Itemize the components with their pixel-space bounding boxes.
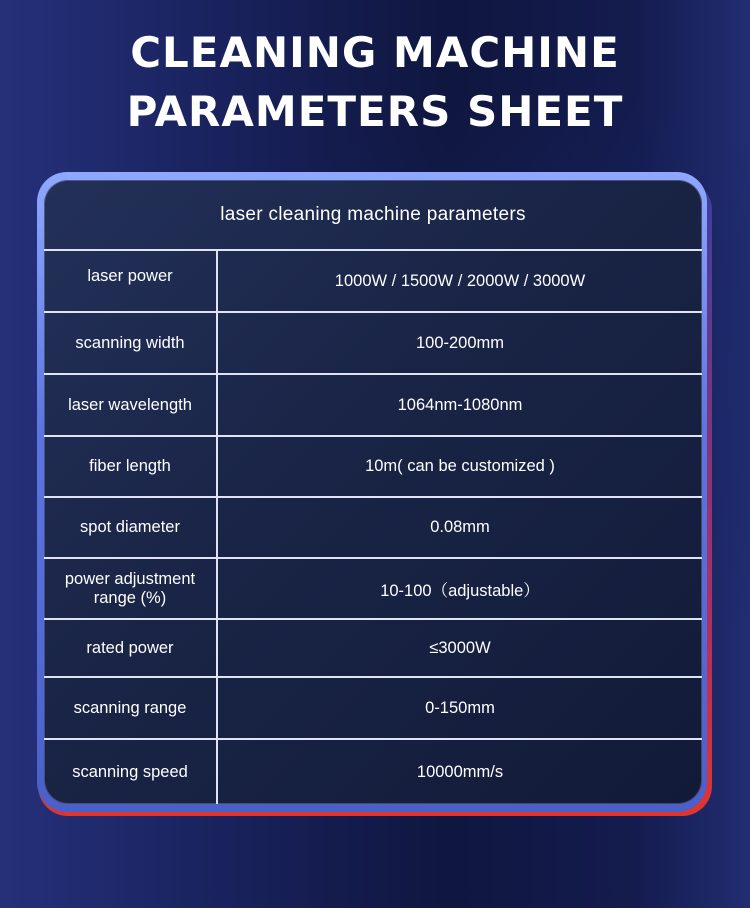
page-title-line-1: CLEANING MACHINE <box>130 28 620 77</box>
row-label: power adjustment range (%) <box>44 559 218 618</box>
table-row-scanning-speed <box>44 740 702 804</box>
table-row-scanning-range <box>44 678 702 740</box>
table-row-rated-power <box>44 620 702 678</box>
row-label: spot diameter <box>44 498 218 557</box>
row-value: 0-150mm <box>425 698 495 717</box>
row-value: 1064nm-1080nm <box>397 395 523 414</box>
row-value: ≤3000W <box>429 638 491 657</box>
table-header: laser cleaning machine parameters <box>44 180 702 251</box>
table-row-power-adjustment-range <box>44 559 702 620</box>
row-value: 1000W / 1500W / 2000W / 3000W <box>334 271 586 290</box>
row-label: laser wavelength <box>44 375 218 435</box>
table-row-scanning-width <box>44 313 702 375</box>
row-value: 100-200mm <box>415 333 505 352</box>
row-value: 0.08mm <box>430 518 490 536</box>
parameters-table <box>44 180 702 804</box>
table-row-spot-diameter <box>44 498 702 559</box>
row-label: rated power <box>44 620 218 676</box>
page-title-line-2: PARAMETERS SHEET <box>126 87 624 136</box>
row-label: scanning speed <box>44 740 218 804</box>
row-value: 10m( can be customized ) <box>365 457 555 475</box>
table-row-laser-wavelength <box>44 375 702 437</box>
row-value: 10-100（adjustable） <box>380 581 540 600</box>
row-label: fiber length <box>44 437 218 496</box>
row-label: scanning range <box>44 678 218 738</box>
table-row-laser-power <box>44 251 702 313</box>
table-row-fiber-length <box>44 437 702 498</box>
row-label: scanning width <box>44 313 218 373</box>
row-label: laser power <box>44 251 218 311</box>
row-value: 10000mm/s <box>416 762 504 781</box>
